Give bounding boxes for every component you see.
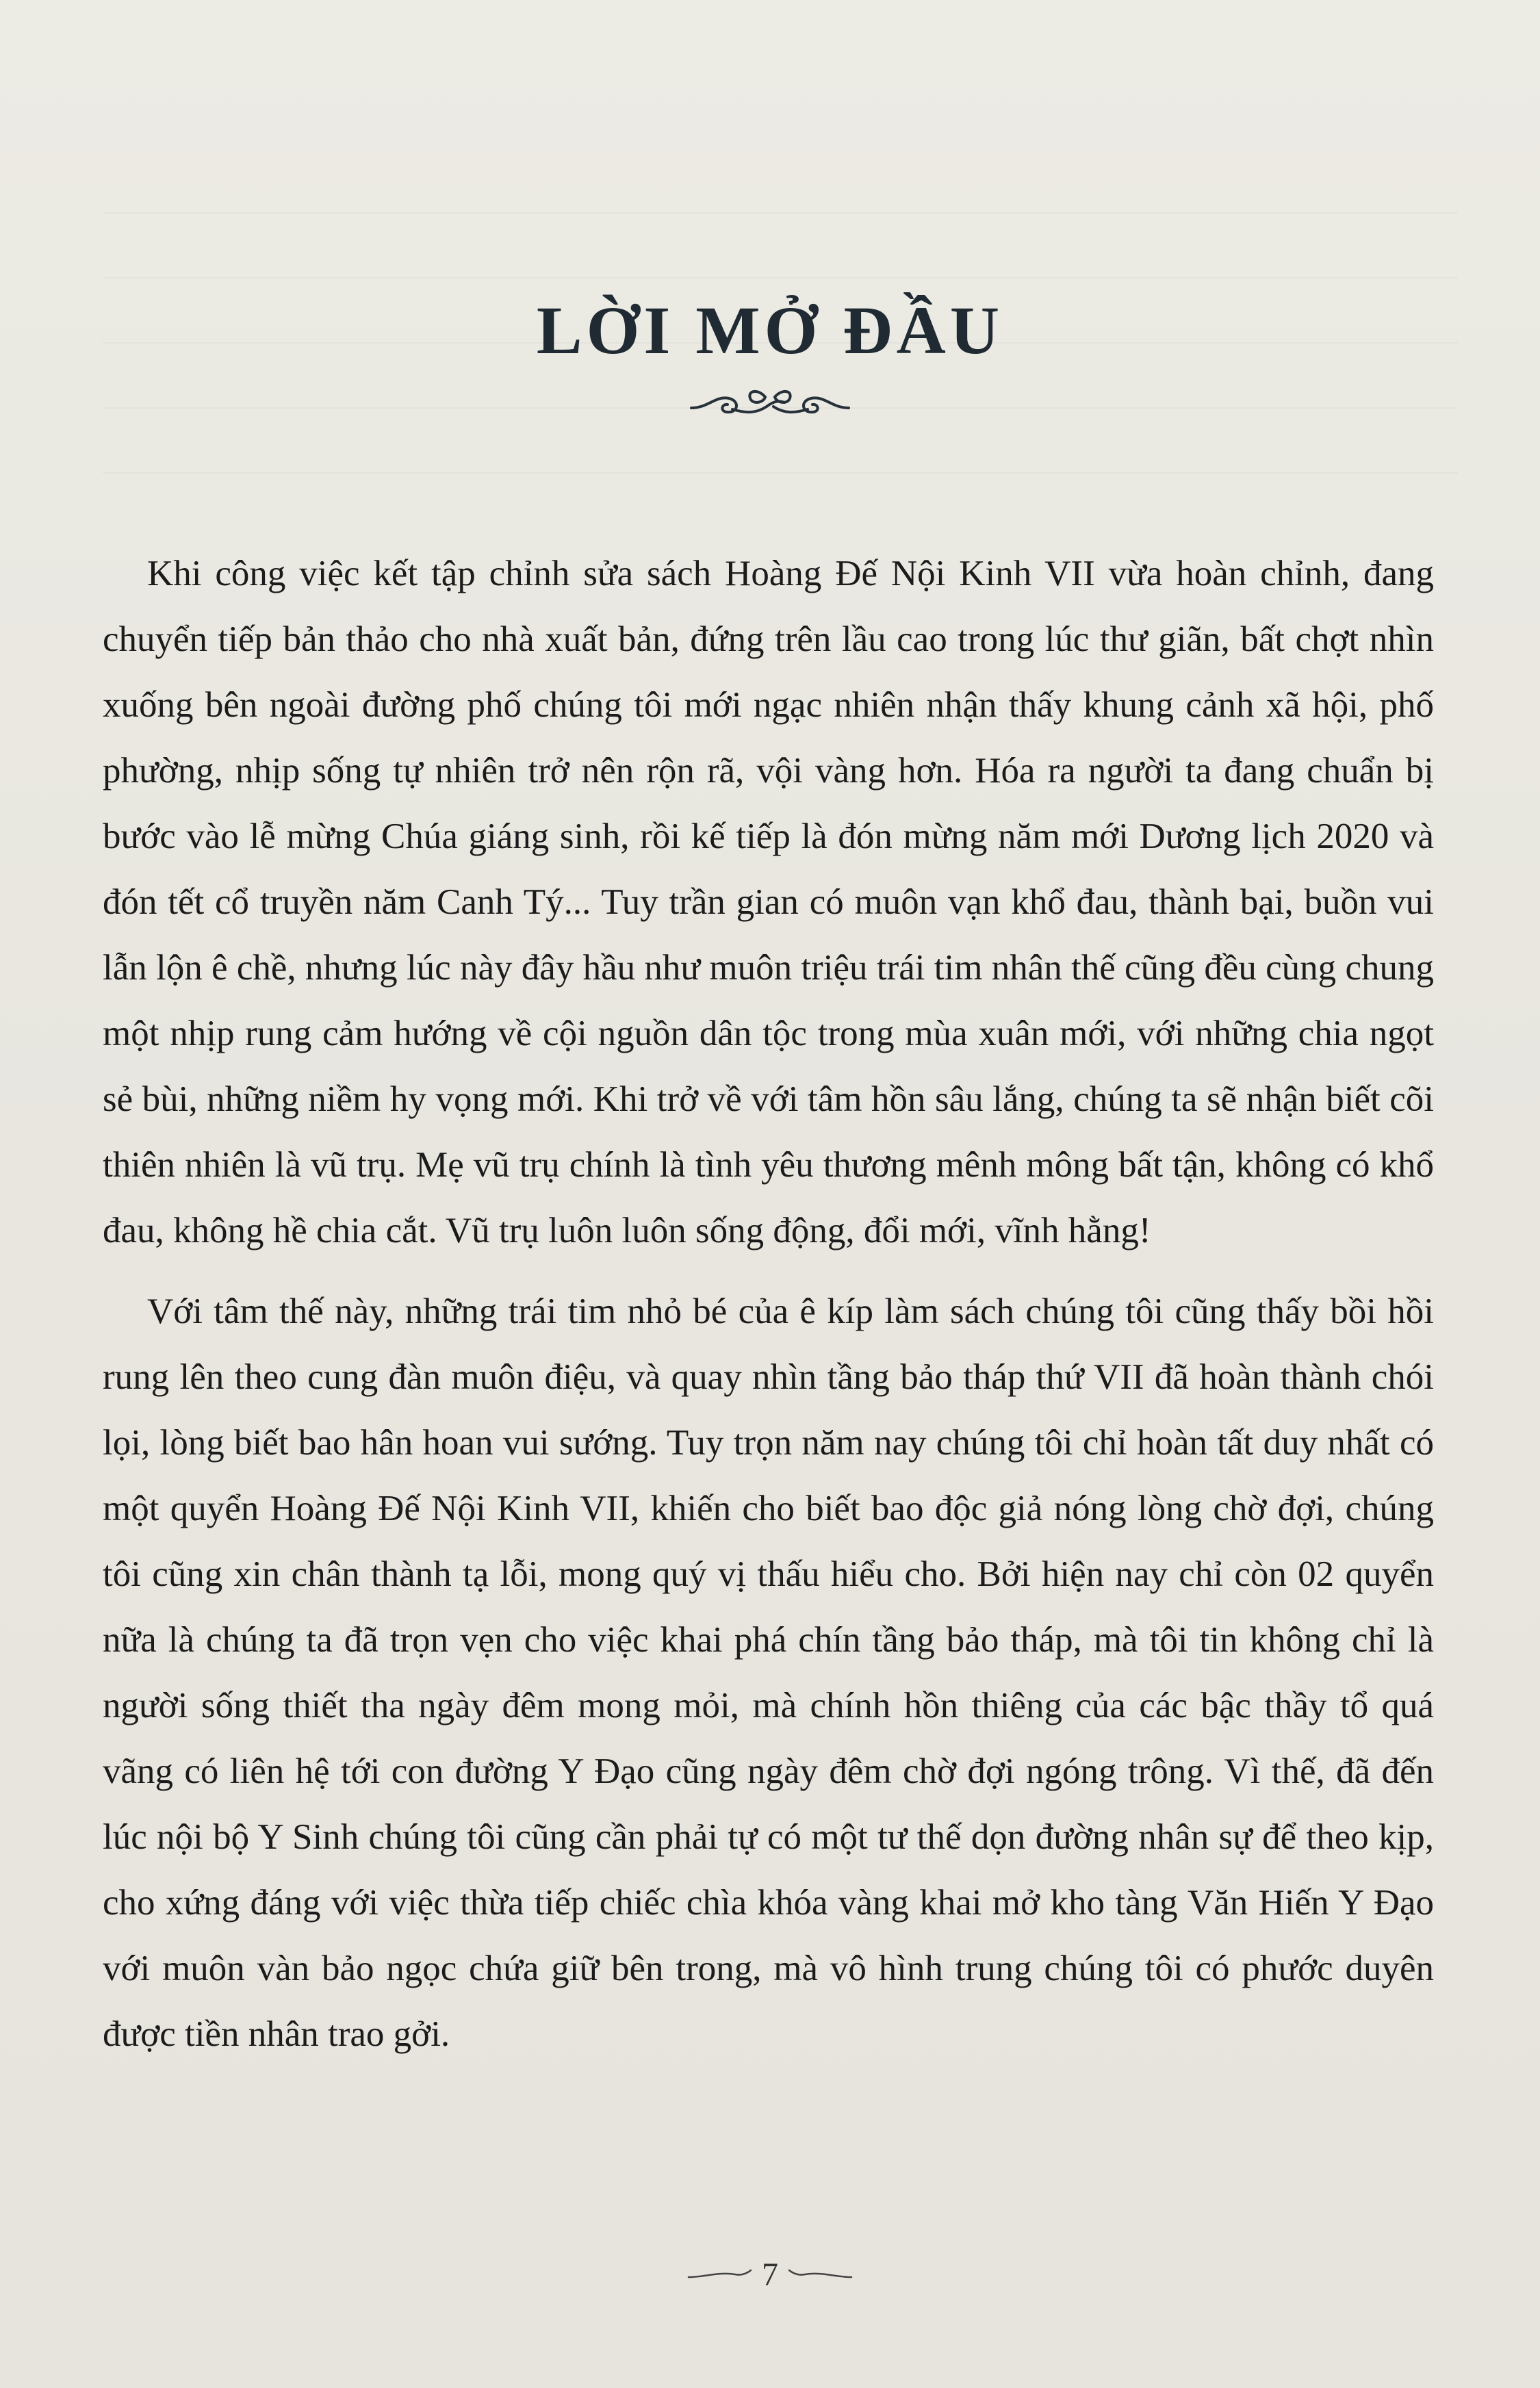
flourish-icon — [687, 2268, 752, 2281]
show-through-texture — [103, 212, 1458, 214]
show-through-texture — [103, 472, 1458, 474]
page-title: LỜI MỞ ĐẦU — [536, 292, 1004, 368]
paragraph: Với tâm thế này, những trái tim nhỏ bé của ê kíp làm sách chúng tôi cũng thấy bồi hồi rung lên theo cung đàn muôn điệu, và quay nhìn tầng bảo tháp thứ VII đã hoàn thành chói lọi, lòng biết bao hân hoan vui sướng. Tuy trọn năm nay chúng tôi chỉ hoàn tất duy nhất có một quyển Hoàng Đế Nội Kinh VII, khiến cho biết bao độc giả nóng lòng chờ đợi, chúng tôi cũng xin chân thành tạ lỗi, mong quý vị thấu hiểu cho. Bởi hiện nay chỉ còn 02 quyển nữa là chúng ta đã trọn vẹn cho việc khai phá chín tầng bảo tháp, mà tôi tin không chỉ là người sống thiết tha ngày đêm mong mỏi, mà chính hồn thiêng của các bậc thầy tổ quá vãng có liên hệ tới con đường Y Đạo cũng ngày đêm chờ đợi ngóng trông. Vì thế, đã đến lúc nội bộ Y Sinh chúng tôi cũng cần phải tự có một tư thế dọn đường nhân sự để theo kịp, cho xứng đáng với việc thừa tiếp chiếc chìa khóa vàng khai mở kho tàng Văn Hiến Y Đạo với muôn vàn bảo ngọc chứa giữ bên trong, mà vô hình trung chúng tôi có phước duyên được tiền nhân trao gởi. — [103, 1292, 1434, 2054]
show-through-texture — [103, 277, 1458, 279]
page-footer — [0, 2252, 1540, 2294]
flourish-icon — [788, 2268, 853, 2281]
scroll-flourish-icon — [684, 382, 856, 423]
paragraph: Khi công việc kết tập chỉnh sửa sách Hoàng Đế Nội Kinh VII vừa hoàn chỉnh, đang chuyển tiếp bản thảo cho nhà xuất bản, đứng trên lầu cao trong lúc thư giãn, bất chợt nhìn xuống bên ngoài đường phố chúng tôi mới ngạc nhiên nhận thấy khung cảnh xã hội, phố phường, nhịp sống tự nhiên trở nên rộn rã, vội vàng hơn. Hóa ra người ta đang chuẩn bị bước vào lễ mừng Chúa giáng sinh, rồi kế tiếp là đón mừng năm mới Dương lịch 2020 và đón tết cổ truyền năm Canh Tý... Tuy trần gian có muôn vạn khổ đau, thành bại, buồn vui lẫn lộn ê chề, nhưng lúc này đây hầu như muôn triệu trái tim nhân thế cũng đều cùng chung một nhịp rung cảm hướng về cội nguồn dân tộc trong mùa xuân mới, với những chia ngọt sẻ bùi, những niềm hy vọng mới. Khi trở về với tâm hồn sâu lắng, chúng ta sẽ nhận biết cõi thiên nhiên là vũ trụ. Mẹ vũ trụ chính là tình yêu thương mênh mông bất tận, không có khổ đau, không hề chia cắt. Vũ trụ luôn luôn sống động, đổi mới, vĩnh hằng! — [103, 554, 1434, 1250]
body-text — [103, 541, 1434, 2067]
page-number: 7 — [762, 2256, 778, 2293]
